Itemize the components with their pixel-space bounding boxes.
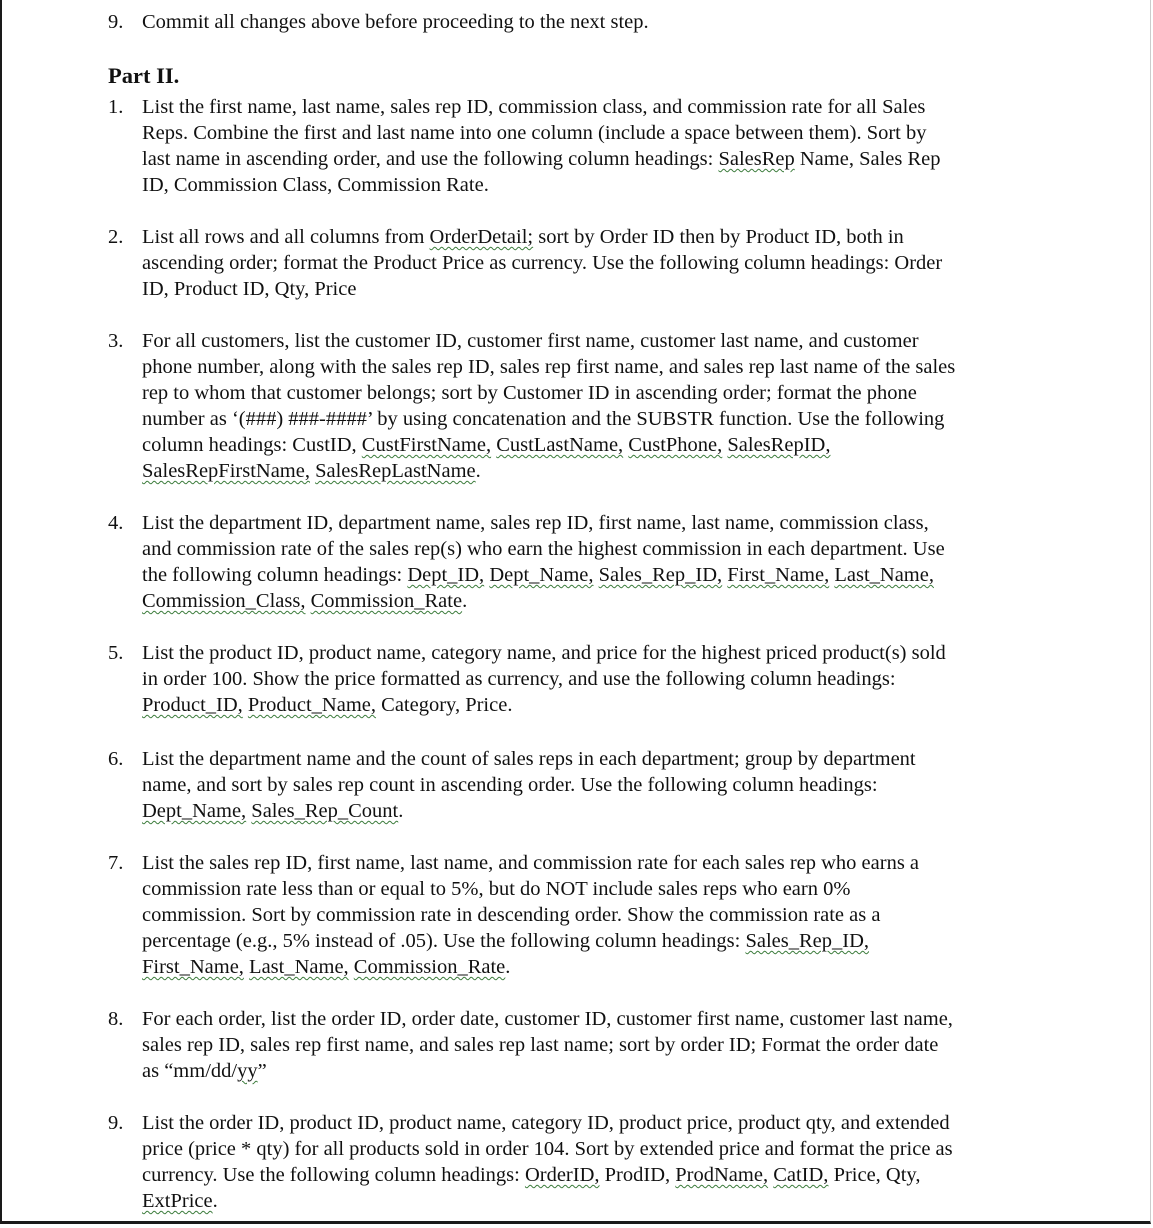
spellcheck-flagged-term: SalesRepFirstName, <box>142 460 310 482</box>
item-text-line <box>142 146 1047 172</box>
item-number: 1. <box>108 96 124 118</box>
item-number: 5. <box>108 642 124 664</box>
text-segment: . <box>475 460 481 482</box>
text-segment: in order 100. Show the price formatted as currency, and use the following column headings: <box>142 668 896 690</box>
spellcheck-flagged-term: Sales_Rep_Count <box>251 800 399 822</box>
item-number: 2. <box>108 226 124 248</box>
spellcheck-flagged-term: Product_ID, <box>142 694 243 716</box>
text-segment: as “mm/dd/ <box>142 1060 238 1082</box>
item-text-line <box>142 1006 1047 1032</box>
item-text-line <box>142 354 1047 380</box>
spellcheck-flagged-term: Sales_Rep_ID, <box>745 930 870 952</box>
text-segment: commission. Sort by commission rate in descending order. Show the commission rate as a <box>142 904 881 926</box>
spellcheck-flagged-term: Dept_ID, <box>407 564 485 586</box>
item-text-line <box>142 224 1047 250</box>
item-number: 7. <box>108 852 124 874</box>
item-text-line <box>142 798 1047 824</box>
item-text-line <box>142 1032 1047 1058</box>
text-segment: List the order ID, product ID, product name, category ID, product price, product qty, and extended <box>142 1112 950 1134</box>
part-title: Part II. <box>108 63 180 88</box>
item-text-line <box>142 954 1047 980</box>
text-segment: last name in ascending order, and use the following column headings: <box>142 148 719 170</box>
item-number: 8. <box>108 1008 124 1030</box>
list-item <box>108 224 1047 302</box>
previous-step-text: Commit all changes above before proceeding to the next step. <box>142 11 649 33</box>
list-item <box>108 1006 1047 1084</box>
text-segment: . <box>462 590 468 612</box>
spellcheck-flagged-term: Commission_Rate <box>310 590 463 612</box>
item-number: 3. <box>108 330 124 352</box>
spellcheck-flagged-term: Commission_Class, <box>142 590 306 612</box>
text-segment: price (price * qty) for all products sold in order 104. Sort by extended price and format the price as <box>142 1138 953 1160</box>
item-text-line <box>142 458 1047 484</box>
list-item <box>108 850 1047 980</box>
previous-step-number: 9. <box>108 11 124 33</box>
list-item <box>108 94 1047 198</box>
text-segment: ascending order; format the Product Price as currency. Use the following column headings: Order <box>142 252 943 274</box>
spellcheck-flagged-term: OrderDetail; <box>429 226 534 248</box>
text-segment: number as ‘(###) ###-####’ by using concatenation and the SUBSTR function. Use the following <box>142 408 945 430</box>
spellcheck-flagged-term: Sales_Rep_ID, <box>598 564 723 586</box>
spellcheck-flagged-term: OrderID, <box>524 1164 600 1186</box>
item-text-line <box>142 328 1047 354</box>
previous-step <box>108 9 649 35</box>
list-item <box>108 328 1047 484</box>
spellcheck-flagged-term: yy <box>237 1060 258 1082</box>
text-segment: ProdID, <box>599 1164 676 1186</box>
text-segment: commission rate less than or equal to 5%, but do NOT include sales reps who earn 0% <box>142 878 851 900</box>
item-text-line <box>142 902 1047 928</box>
text-segment: For each order, list the order ID, order date, customer ID, customer first name, customer last name, <box>142 1008 953 1030</box>
text-segment: Name, Sales Rep <box>794 148 941 170</box>
text-segment: phone number, along with the sales rep ID, sales rep first name, and sales rep last name of the sales <box>142 356 956 378</box>
text-segment: List the sales rep ID, first name, last name, and commission rate for each sales rep who earns a <box>142 852 920 874</box>
text-segment: . <box>212 1190 218 1212</box>
item-text-line <box>142 1058 1047 1084</box>
item-text-line <box>142 1136 1047 1162</box>
text-segment: and commission rate of the sales rep(s) who earn the highest commission in each department. Use <box>142 538 945 560</box>
text-segment: For all customers, list the customer ID, customer first name, customer last name, and customer <box>142 330 919 352</box>
item-number: 4. <box>108 512 124 534</box>
item-text-line <box>142 250 1047 276</box>
item-text-line <box>142 876 1047 902</box>
text-segment: Category, Price. <box>376 694 513 716</box>
text-segment: Reps. Combine the first and last name into one column (include a space between them). Sort by <box>142 122 927 144</box>
item-text-line <box>142 172 1047 198</box>
spellcheck-flagged-term: CustPhone, <box>628 434 723 456</box>
text-segment: currency. Use the following column headings: <box>142 1164 525 1186</box>
item-text-line <box>142 432 1047 458</box>
item-text-line <box>142 562 1047 588</box>
text-segment: List the department ID, department name, sales rep ID, first name, last name, commission class, <box>142 512 929 534</box>
spellcheck-flagged-term: SalesRepID, <box>727 434 831 456</box>
item-number: 9. <box>108 1112 124 1134</box>
text-segment: List the department name and the count of sales reps in each department; group by department <box>142 748 916 770</box>
text-segment: List the product ID, product name, category name, and price for the highest priced product(s) sold <box>142 642 946 664</box>
spellcheck-flagged-term: SalesRep <box>718 148 795 170</box>
text-segment: rep to whom that customer belongs; sort by Customer ID in ascending order; format the phone <box>142 382 917 404</box>
list-item <box>108 640 1047 718</box>
item-text-line <box>142 406 1047 432</box>
spellcheck-flagged-term: Dept_Name, <box>142 800 247 822</box>
text-segment: the following column headings: <box>142 564 408 586</box>
item-text-line <box>142 772 1047 798</box>
spellcheck-flagged-term: CustLastName, <box>496 434 624 456</box>
spellcheck-flagged-term: ProdName, <box>675 1164 769 1186</box>
item-text-line <box>142 666 1047 692</box>
text-segment: ID, Commission Class, Commission Rate. <box>142 174 489 196</box>
item-text-line <box>142 94 1047 120</box>
item-text-line <box>142 380 1047 406</box>
item-text-line <box>142 120 1047 146</box>
text-segment: name, and sort by sales rep count in ascending order. Use the following column headings: <box>142 774 878 796</box>
text-segment: sort by Order ID then by Product ID, both in <box>533 226 904 248</box>
spellcheck-flagged-term: First_Name, <box>142 956 244 978</box>
text-segment: Price, Qty, <box>828 1164 921 1186</box>
list-item <box>108 510 1047 614</box>
item-text-line <box>142 850 1047 876</box>
text-segment: . <box>505 956 511 978</box>
spellcheck-flagged-term: SalesRepLastName <box>315 460 476 482</box>
item-text-line <box>142 1110 1047 1136</box>
text-segment: List the first name, last name, sales rep ID, commission class, and commission rate for all Sales <box>142 96 926 118</box>
list-item <box>108 746 1047 824</box>
spellcheck-flagged-term: CatID, <box>773 1164 829 1186</box>
item-text-line <box>142 1162 1047 1188</box>
spellcheck-flagged-term: Last_Name, <box>249 956 349 978</box>
item-text-line <box>142 510 1047 536</box>
spellcheck-flagged-term: Last_Name, <box>834 564 934 586</box>
spellcheck-flagged-term: Dept_Name, <box>489 564 594 586</box>
spellcheck-flagged-term: CustFirstName, <box>361 434 492 456</box>
item-text-line <box>142 1188 1047 1214</box>
text-segment: List all rows and all columns from <box>142 226 430 248</box>
text-segment: . <box>398 800 404 822</box>
spellcheck-flagged-term: Product_Name, <box>247 694 377 716</box>
item-text-line <box>142 746 1047 772</box>
item-text-line <box>142 640 1047 666</box>
spellcheck-flagged-term: ExtPrice <box>142 1190 213 1212</box>
text-segment: column headings: CustID, <box>142 434 362 456</box>
text-segment: ID, Product ID, Qty, Price <box>142 278 357 300</box>
item-text-line <box>142 536 1047 562</box>
spellcheck-flagged-term: Commission_Rate <box>353 956 506 978</box>
text-segment: sales rep ID, sales rep first name, and sales rep last name; sort by order ID; Format the order date <box>142 1034 939 1056</box>
item-number: 6. <box>108 748 124 770</box>
text-segment: percentage (e.g., 5% instead of .05). Use the following column headings: <box>142 930 746 952</box>
list-item <box>108 1110 1047 1214</box>
spellcheck-flagged-term: First_Name, <box>727 564 830 586</box>
item-text-line <box>142 276 1047 302</box>
item-text-line <box>142 588 1047 614</box>
item-text-line <box>142 692 1047 718</box>
text-segment: ” <box>257 1060 267 1082</box>
item-text-line <box>142 928 1047 954</box>
